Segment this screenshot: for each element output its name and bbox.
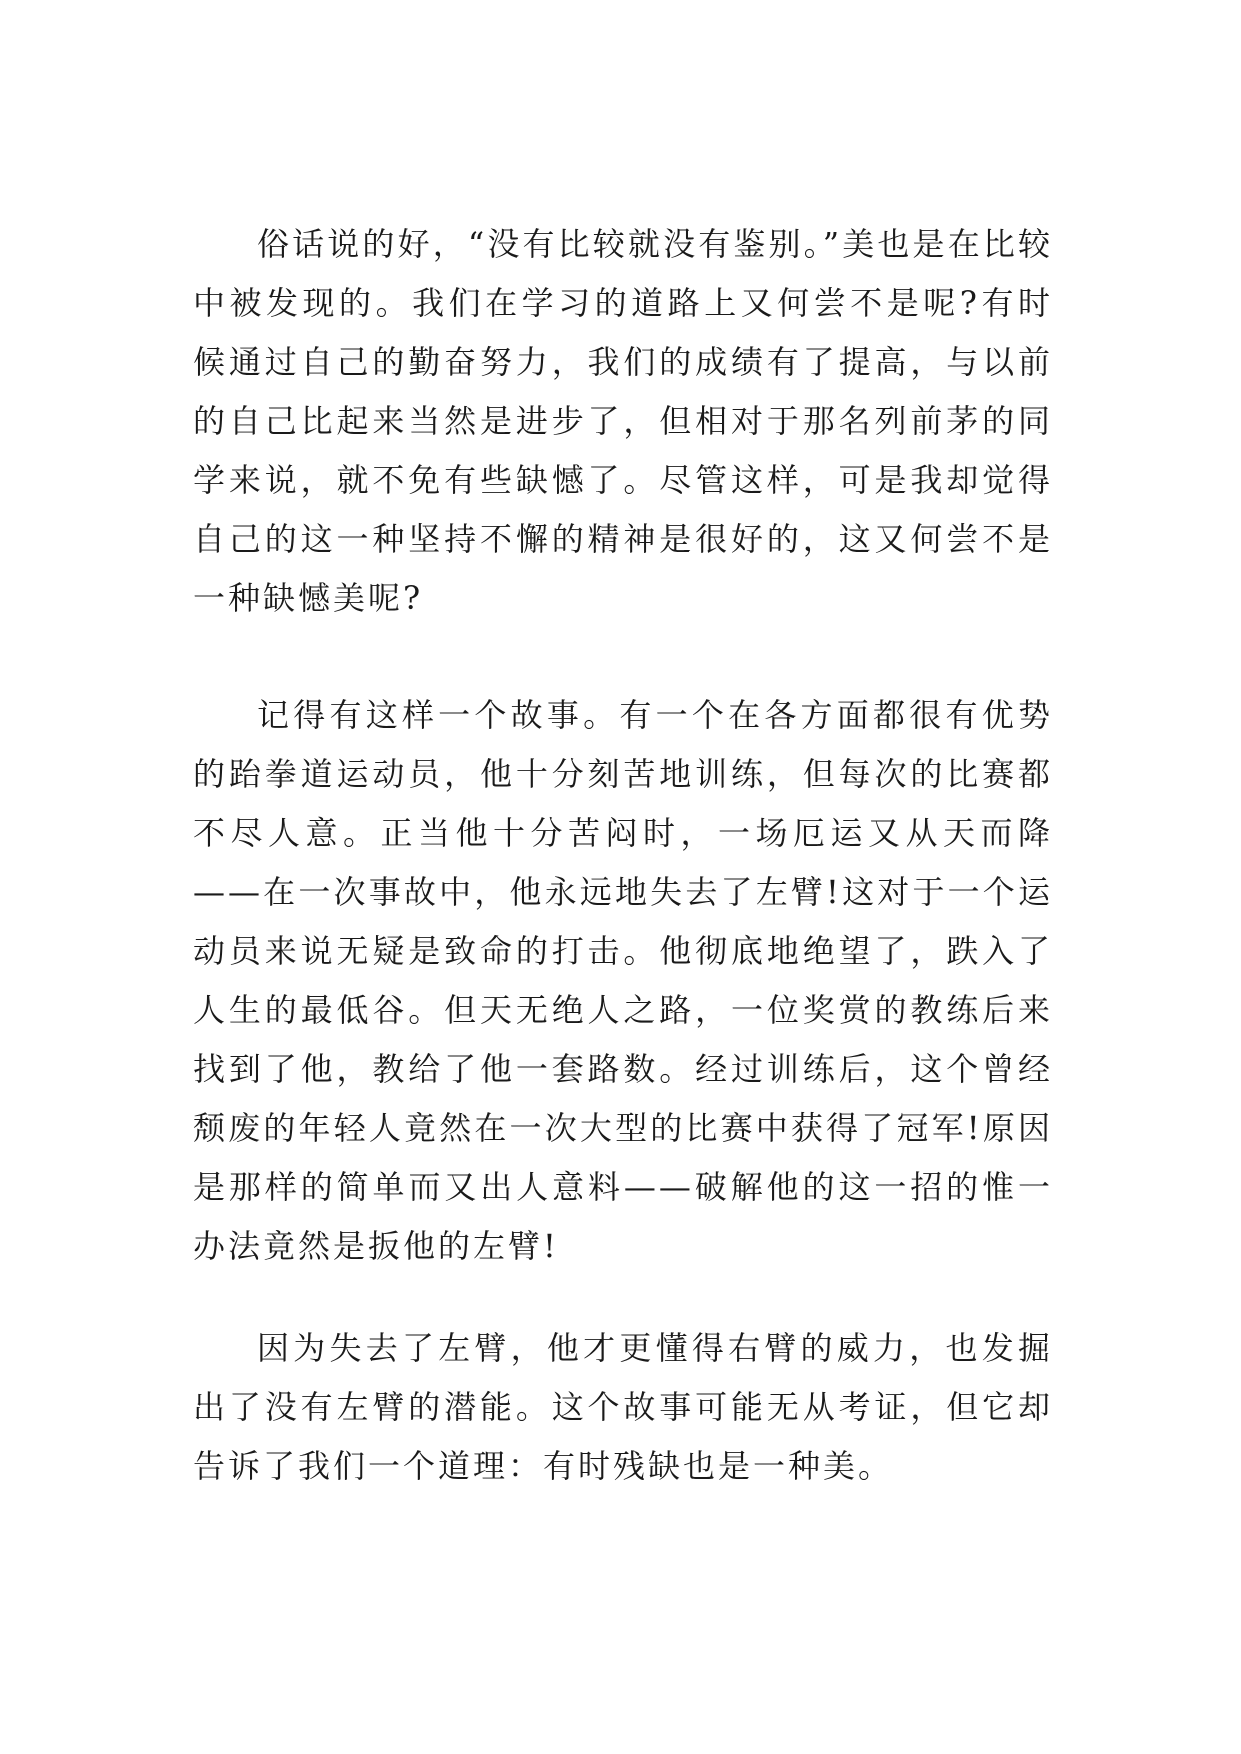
paragraph-1: 俗话说的好，“没有比较就没有鉴别。”美也是在比较中被发现的。我们在学习的道路上又何尝不是呢?有时候通过自己的勤奋努力，我们的成绩有了提高，与以前的自己比起来当然是进步了，但相对于那名列前茅的同学来说，就不免有些缺憾了。尽管这样，可是我却觉得自己的这一种坚持不懈的精神是很好的，这又何尝不是一种缺憾美呢? xyxy=(193,225,1053,617)
paragraph-3: 因为失去了左臂，他才更懂得右臂的威力，也发掘出了没有左臂的潜能。这个故事可能无从考证，但它却告诉了我们一个道理：有时残缺也是一种美。 xyxy=(193,1329,1053,1485)
paragraph-2: 记得有这样一个故事。有一个在各方面都很有优势的跆拳道运动员，他十分刻苦地训练，但每次的比赛都不尽人意。正当他十分苦闷时，一场厄运又从天而降——在一次事故中，他永远地失去了左臂!这对于一个运动员来说无疑是致命的打击。他彻底地绝望了，跌入了人生的最低谷。但天无绝人之路，一位奖赏的教练后来找到了他，教给了他一套路数。经过训练后，这个曾经颓废的年轻人竟然在一次大型的比赛中获得了冠军!原因是那样的简单而又出人意料——破解他的这一招的惟一办法竟然是扳他的左臂! xyxy=(193,696,1053,1265)
